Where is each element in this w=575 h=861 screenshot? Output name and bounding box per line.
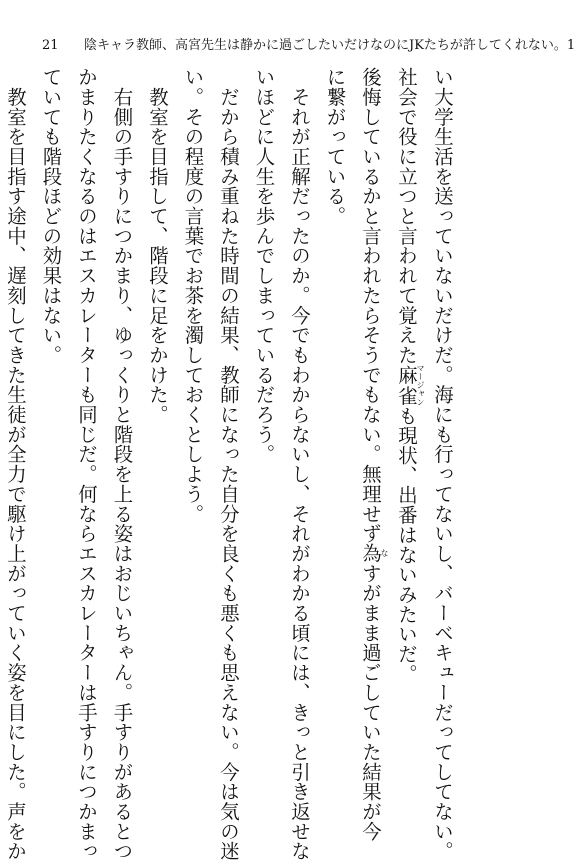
text-line: ていても階段ほどの効果はない。	[39, 67, 63, 365]
text-line: 教室を目指す途中、遅刻してきた生徒が全力で駆け上がっていく姿を目にした。声をか	[4, 67, 27, 861]
text-line: 教室を目指して、階段に足をかけた。	[146, 67, 169, 425]
running-title: 陰キャラ教師、高宮先生は静かに過ごしたいだけなのにJKたちが許してくれない。1	[84, 38, 575, 53]
ruby-na: 為な	[359, 543, 389, 564]
text-line: それが正解だったのか。今でもわからないし、それがわかる頃には、きっと引き返せな	[288, 67, 311, 861]
text-line: 右側の手すりにつかまり、ゆっくりと階段を上る姿はおじいちゃん。手すりがあるとつ	[110, 67, 134, 861]
text-line: い大学生活を送っていないだけだ。海にも行ってないし、バーベキューだってしてない。	[431, 67, 454, 861]
text-line: 社会で役に立つと言われて覚えた麻雀マージャンも現状、出番はないみたいだ。	[395, 67, 425, 684]
text-line: い。その程度の言葉でお茶を濁しておくとしよう。	[181, 67, 205, 524]
page-number: 21	[42, 38, 59, 53]
page-header	[42, 34, 575, 58]
text-line: かまりたくなるのはエスカレーターも同じだ。何ならエスカレーターは手すりにつかまっ	[75, 67, 98, 861]
text-line: 後悔しているかと言われたらそうでもない。無理せず為なすがまま過ごしていた結果が今	[359, 67, 389, 842]
text-line: いほどに人生を歩んでしまっているだろう。	[252, 67, 276, 464]
text-line: だから積み重ねた時間の結果、教師になった自分を良くも悪くも思えない。今は気の迷	[217, 67, 240, 861]
ruby-mahjong: 麻雀マージャン	[395, 364, 425, 407]
body-text	[4, 67, 460, 861]
text-line: に繋がっている。	[323, 67, 347, 226]
